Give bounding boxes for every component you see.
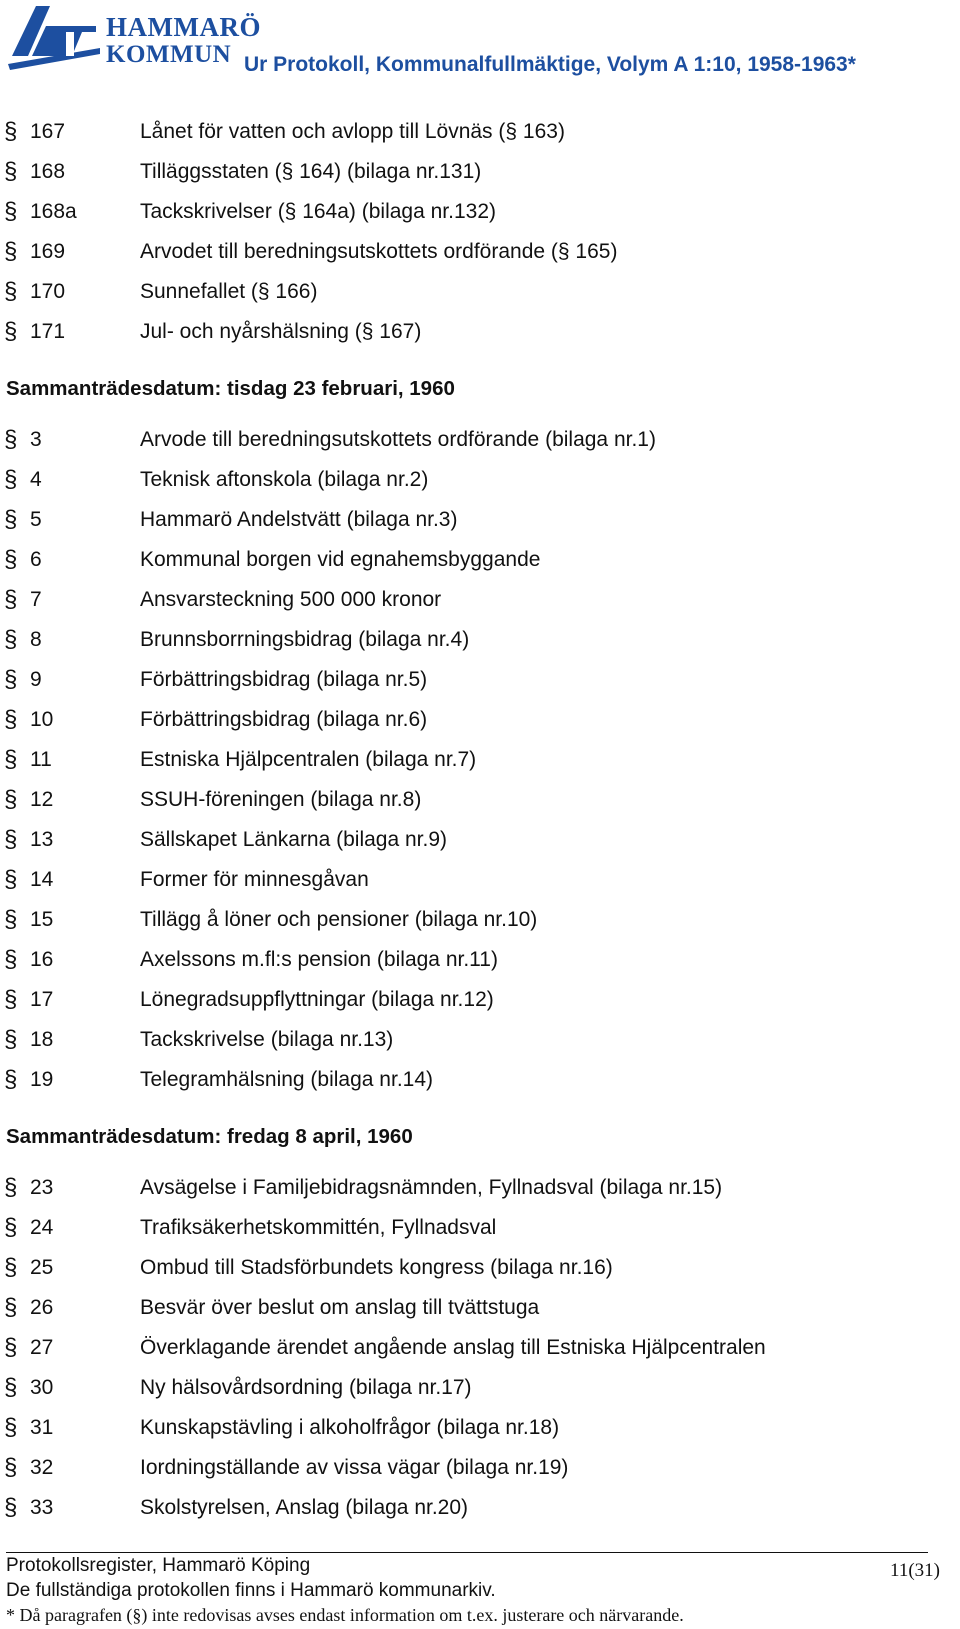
paragraph-row — [0, 1248, 940, 1288]
paragraph-title: Avsägelse i Familjebidragsnämnden, Fyllnadsval (bilaga nr.15) — [140, 1176, 723, 1199]
paragraph-title: Ny hälsovårdsordning (bilaga nr.17) — [140, 1376, 472, 1399]
paragraph-title: Former för minnesgåvan — [140, 868, 369, 891]
paragraph-number: 13 — [30, 828, 54, 851]
paragraph-title: Förbättringsbidrag (bilaga nr.5) — [140, 668, 428, 691]
paragraph-number: 32 — [30, 1456, 54, 1479]
paragraph-title: Sunnefallet (§ 166) — [140, 280, 318, 303]
paragraph-row — [0, 1448, 940, 1488]
paragraph-symbol: § — [4, 118, 18, 145]
paragraph-symbol: § — [4, 746, 18, 773]
paragraph-row — [0, 152, 940, 192]
paragraph-number: 27 — [30, 1336, 54, 1359]
logo-mark-icon — [6, 2, 106, 78]
paragraph-number: 18 — [30, 1028, 54, 1051]
meeting-section — [0, 366, 940, 1100]
paragraph-number: 30 — [30, 1376, 54, 1399]
paragraph-title: Tackskrivelse (bilaga nr.13) — [140, 1028, 394, 1051]
paragraph-symbol: § — [4, 506, 18, 533]
paragraph-row — [0, 460, 940, 500]
paragraph-row — [0, 580, 940, 620]
page-footer — [0, 1552, 960, 1629]
paragraph-row — [0, 1408, 940, 1448]
logo-line2: KOMMUN — [106, 41, 232, 68]
paragraph-symbol: § — [4, 786, 18, 813]
footer-asterisk-note: * Då paragrafen (§) inte redovisas avses endast information om t.ex. justerare och närvarande. — [6, 1605, 684, 1625]
paragraph-title: Hammarö Andelstvätt (bilaga nr.3) — [140, 508, 458, 531]
paragraph-title: Tilläggsstaten (§ 164) (bilaga nr.131) — [140, 160, 482, 183]
paragraph-symbol: § — [4, 1494, 18, 1521]
paragraph-number: 11 — [30, 748, 52, 771]
paragraph-row — [0, 1488, 940, 1528]
paragraph-number: 170 — [30, 280, 66, 303]
paragraph-number: 8 — [30, 628, 42, 651]
paragraph-row — [0, 820, 940, 860]
paragraph-symbol: § — [4, 238, 18, 265]
paragraph-title: Kunskapstävling i alkoholfrågor (bilaga nr.18) — [140, 1416, 560, 1439]
paragraph-symbol: § — [4, 826, 18, 853]
paragraph-row — [0, 1328, 940, 1368]
paragraph-symbol: § — [4, 1374, 18, 1401]
paragraph-symbol: § — [4, 666, 18, 693]
paragraph-symbol: § — [4, 1026, 18, 1053]
page-header — [0, 0, 960, 100]
paragraph-title: Iordningställande av vissa vägar (bilaga nr.19) — [140, 1456, 569, 1479]
paragraph-number: 19 — [30, 1068, 54, 1091]
page-number: 11(31) — [890, 1560, 940, 1581]
document-title: Ur Protokoll, Kommunalfullmäktige, Volym A 1:10, 1958-1963* — [244, 53, 856, 76]
paragraph-title: Brunnsborrningsbidrag (bilaga nr.4) — [140, 628, 470, 651]
meeting-section — [0, 1114, 940, 1528]
paragraph-title: Skolstyrelsen, Anslag (bilaga nr.20) — [140, 1496, 469, 1519]
paragraph-number: 31 — [30, 1416, 54, 1439]
paragraph-title: Kommunal borgen vid egnahemsbyggande — [140, 548, 541, 571]
paragraph-number: 7 — [30, 588, 42, 611]
paragraph-title: Tackskrivelser (§ 164a) (bilaga nr.132) — [140, 200, 496, 223]
footer-register-name: Protokollsregister, Hammarö Köping — [6, 1555, 311, 1576]
paragraph-title: Teknisk aftonskola (bilaga nr.2) — [140, 468, 429, 491]
paragraph-number: 14 — [30, 868, 54, 891]
paragraph-symbol: § — [4, 426, 18, 453]
paragraph-number: 26 — [30, 1296, 54, 1319]
paragraph-row — [0, 620, 940, 660]
paragraph-number: 15 — [30, 908, 54, 931]
paragraph-symbol: § — [4, 198, 18, 225]
paragraph-title: Trafiksäkerhetskommittén, Fyllnadsval — [140, 1216, 497, 1239]
footer-divider — [6, 1552, 928, 1553]
protocol-register-list — [0, 112, 940, 1528]
paragraph-title: Förbättringsbidrag (bilaga nr.6) — [140, 708, 428, 731]
logo-line1: HAMMARÖ — [106, 12, 261, 42]
paragraph-row — [0, 780, 940, 820]
paragraph-row — [0, 940, 940, 980]
paragraph-title: Lånet för vatten och avlopp till Lövnäs (§ 163) — [140, 120, 565, 143]
paragraph-symbol: § — [4, 1214, 18, 1241]
paragraph-row — [0, 540, 940, 580]
paragraph-number: 17 — [30, 988, 54, 1011]
paragraph-title: Arvode till beredningsutskottets ordförande (bilaga nr.1) — [140, 428, 656, 451]
paragraph-row — [0, 232, 940, 272]
paragraph-number: 5 — [30, 508, 42, 531]
paragraph-title: Besvär över beslut om anslag till tvättstuga — [140, 1296, 540, 1319]
paragraph-title: Jul- och nyårshälsning (§ 167) — [140, 320, 422, 343]
paragraph-row — [0, 500, 940, 540]
paragraph-symbol: § — [4, 1174, 18, 1201]
paragraph-number: 16 — [30, 948, 54, 971]
paragraph-row — [0, 900, 940, 940]
paragraph-number: 33 — [30, 1496, 54, 1519]
paragraph-title: Estniska Hjälpcentralen (bilaga nr.7) — [140, 748, 477, 771]
paragraph-row — [0, 312, 940, 352]
paragraph-number: 167 — [30, 120, 66, 143]
paragraph-number: 12 — [30, 788, 54, 811]
paragraph-symbol: § — [4, 318, 18, 345]
paragraph-symbol: § — [4, 986, 18, 1013]
paragraph-title: Axelssons m.fl:s pension (bilaga nr.11) — [140, 948, 498, 971]
paragraph-row — [0, 860, 940, 900]
paragraph-title: Tillägg å löner och pensioner (bilaga nr.10) — [140, 908, 538, 931]
paragraph-symbol: § — [4, 866, 18, 893]
paragraph-number: 3 — [30, 428, 42, 451]
paragraph-number: 171 — [30, 320, 66, 343]
paragraph-number: 25 — [30, 1256, 54, 1279]
footer-archive-note: De fullständiga protokollen finns i Hammarö kommunarkiv. — [6, 1580, 496, 1601]
paragraph-symbol: § — [4, 1334, 18, 1361]
paragraph-symbol: § — [4, 586, 18, 613]
paragraph-title: SSUH-föreningen (bilaga nr.8) — [140, 788, 422, 811]
meeting-date-heading: Sammanträdesdatum: fredag 8 april, 1960 — [6, 1125, 413, 1148]
meeting-section — [0, 112, 940, 352]
logo-wordmark — [106, 14, 261, 67]
meeting-date-heading: Sammanträdesdatum: tisdag 23 februari, 1960 — [6, 377, 455, 400]
paragraph-row — [0, 740, 940, 780]
paragraph-row — [0, 420, 940, 460]
paragraph-title: Arvodet till beredningsutskottets ordförande (§ 165) — [140, 240, 618, 263]
hammaro-kommun-logo — [6, 2, 261, 78]
paragraph-number: 9 — [30, 668, 42, 691]
paragraph-title: Överklagande ärendet angående anslag till Estniska Hjälpcentralen — [140, 1336, 766, 1359]
paragraph-row — [0, 272, 940, 312]
paragraph-symbol: § — [4, 546, 18, 573]
paragraph-row — [0, 660, 940, 700]
paragraph-title: Sällskapet Länkarna (bilaga nr.9) — [140, 828, 448, 851]
paragraph-symbol: § — [4, 626, 18, 653]
paragraph-symbol: § — [4, 158, 18, 185]
paragraph-number: 168 — [30, 160, 66, 183]
paragraph-number: 6 — [30, 548, 42, 571]
paragraph-symbol: § — [4, 706, 18, 733]
paragraph-symbol: § — [4, 946, 18, 973]
paragraph-title: Telegramhälsning (bilaga nr.14) — [140, 1068, 434, 1091]
paragraph-row — [0, 1020, 940, 1060]
paragraph-row — [0, 1060, 940, 1100]
paragraph-number: 10 — [30, 708, 54, 731]
paragraph-row — [0, 192, 940, 232]
paragraph-row — [0, 1368, 940, 1408]
paragraph-row — [0, 112, 940, 152]
paragraph-number: 4 — [30, 468, 42, 491]
paragraph-row — [0, 1208, 940, 1248]
paragraph-symbol: § — [4, 1066, 18, 1093]
paragraph-number: 168a — [30, 200, 77, 223]
paragraph-symbol: § — [4, 1454, 18, 1481]
paragraph-symbol: § — [4, 906, 18, 933]
paragraph-symbol: § — [4, 278, 18, 305]
paragraph-number: 24 — [30, 1216, 54, 1239]
paragraph-title: Ansvarsteckning 500 000 kronor — [140, 588, 442, 611]
paragraph-number: 169 — [30, 240, 66, 263]
paragraph-title: Lönegradsuppflyttningar (bilaga nr.12) — [140, 988, 494, 1011]
paragraph-row — [0, 1168, 940, 1208]
paragraph-title: Ombud till Stadsförbundets kongress (bilaga nr.16) — [140, 1256, 613, 1279]
paragraph-symbol: § — [4, 1414, 18, 1441]
paragraph-symbol: § — [4, 1254, 18, 1281]
paragraph-symbol: § — [4, 1294, 18, 1321]
paragraph-row — [0, 700, 940, 740]
paragraph-number: 23 — [30, 1176, 54, 1199]
paragraph-row — [0, 980, 940, 1020]
paragraph-row — [0, 1288, 940, 1328]
paragraph-symbol: § — [4, 466, 18, 493]
